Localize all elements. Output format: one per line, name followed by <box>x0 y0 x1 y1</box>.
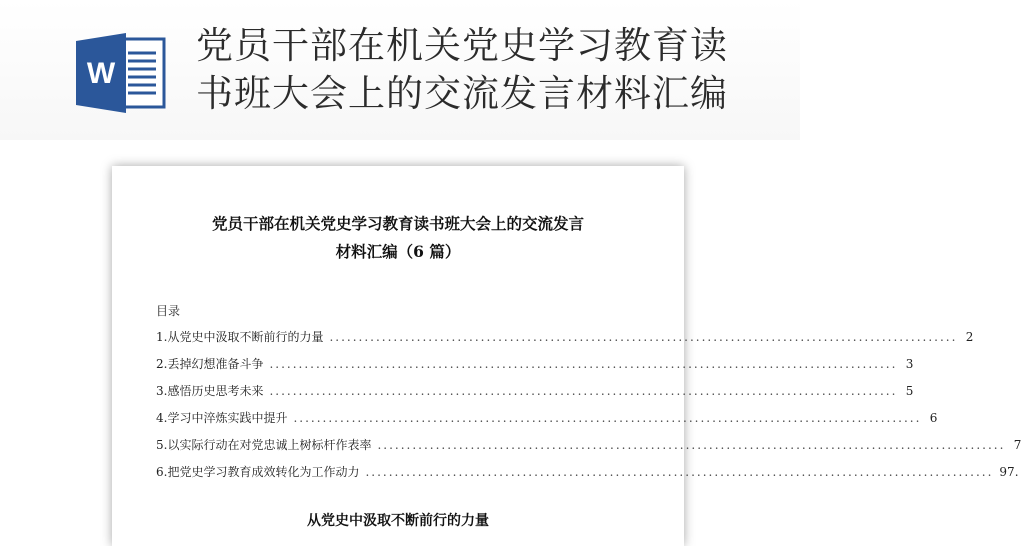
word-logo-letter: W <box>86 57 116 90</box>
document-title-line1: 党员干部在机关党史学习教育读书班大会上的交流发言 <box>211 214 584 233</box>
toc-item-page: 97. <box>999 465 1019 479</box>
document-page <box>112 166 1021 546</box>
toc-leader-dots: ............................................................................................................ <box>269 384 898 398</box>
word-document-icon <box>76 33 168 113</box>
toc-item[interactable] <box>156 328 974 355</box>
table-of-contents <box>156 328 1021 490</box>
toc-item[interactable] <box>156 382 914 409</box>
banner-title-line2: 书班大会上的交流发言材料汇编 <box>196 72 728 115</box>
toc-leader-dots: ............................................................................................................ <box>269 357 898 371</box>
toc-item-title: 1.从党史中汲取不断前行的力量 <box>156 330 324 344</box>
toc-leader-dots: ............................................................................................................ <box>377 438 1006 452</box>
toc-item-title: 4.学习中淬炼实践中提升 <box>156 411 288 425</box>
toc-item[interactable] <box>156 463 1019 490</box>
toc-leader-dots: ............................................................................................................ <box>365 465 994 479</box>
document-title-line2: 材料汇编（6 篇） <box>335 242 461 261</box>
toc-item-title: 6.把党史学习教育成效转化为工作动力 <box>156 465 360 479</box>
toc-item-title: 3.感悟历史思考未来 <box>156 384 264 398</box>
banner-title <box>196 22 796 118</box>
banner-title-line1: 党员干部在机关党史学习教育读 <box>196 24 728 67</box>
toc-item[interactable] <box>156 355 914 382</box>
toc-item-title: 2.丢掉幻想准备斗争 <box>156 357 264 371</box>
toc-item-page: 3 <box>905 357 914 371</box>
toc-leader-dots: ............................................................................................................ <box>293 411 922 425</box>
document-title <box>152 210 644 266</box>
toc-item-page: 2 <box>965 330 974 344</box>
toc-item-page: 6 <box>929 411 938 425</box>
toc-item[interactable] <box>156 409 938 436</box>
toc-leader-dots: ............................................................................................................ <box>329 330 958 344</box>
toc-item[interactable] <box>156 436 1021 463</box>
toc-heading: 目录 <box>156 304 181 318</box>
toc-item-page: 5 <box>905 384 914 398</box>
toc-item-page: 7 <box>1013 438 1021 452</box>
section-heading: 从党史中汲取不断前行的力量 <box>307 513 489 529</box>
toc-item-title: 5.以实际行动在对党忠诚上树标杆作表率 <box>156 438 372 452</box>
